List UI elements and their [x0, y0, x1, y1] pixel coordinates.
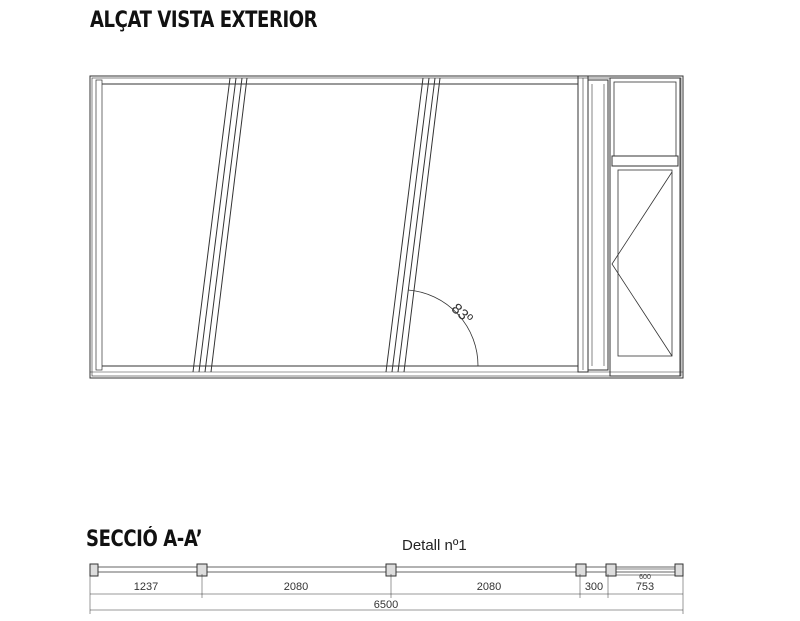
dim-2080-b: 2080 [476, 581, 502, 593]
dim-753: 753 [635, 581, 655, 593]
elevation-title: ALÇAT VISTA EXTERIOR [90, 8, 318, 33]
dim-1237: 1237 [133, 581, 159, 593]
side-panel [610, 78, 680, 376]
slanted-mullion-1 [193, 78, 247, 372]
left-jamb [96, 80, 102, 370]
profile-right [675, 564, 683, 576]
dim-2080-a: 2080 [283, 581, 309, 593]
slanted-mullion-2 [386, 78, 440, 372]
detail-label: Detall nº1 [402, 537, 467, 554]
fixed-strip [588, 80, 608, 370]
profile-left [90, 564, 98, 576]
section-title: SECCIÓ A-A’ [86, 527, 203, 552]
right-jamb [578, 76, 588, 372]
outer-frame [90, 76, 683, 378]
dim-600: 600 [639, 574, 651, 581]
profile-3 [576, 564, 586, 576]
dim-total-6500: 6500 [373, 599, 399, 611]
dim-300: 300 [584, 581, 604, 593]
outer-frame-inner [92, 78, 681, 376]
profile-4 [606, 564, 616, 576]
angle-label: 83º [447, 300, 476, 328]
elevation-drawing [90, 76, 683, 378]
angle-arc [408, 290, 478, 366]
